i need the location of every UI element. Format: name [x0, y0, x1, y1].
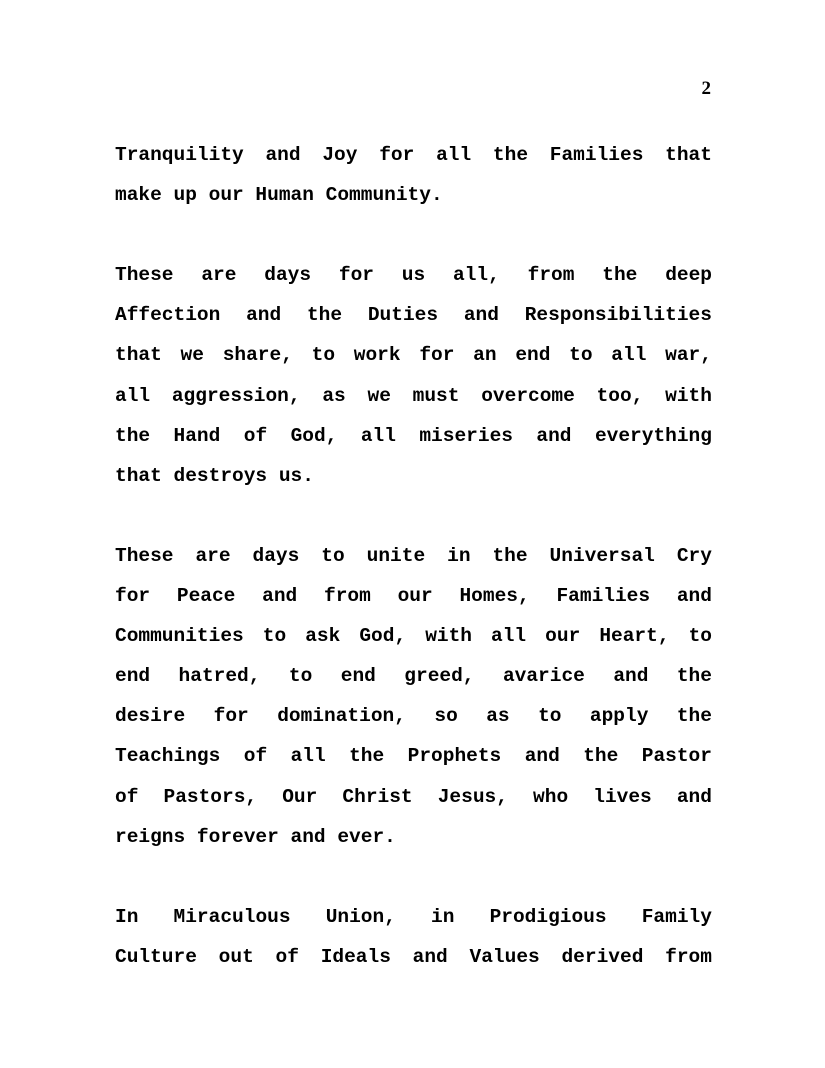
- text-line: make up our Human Community.: [115, 184, 443, 207]
- word: of: [275, 945, 299, 968]
- word: apply: [589, 705, 649, 728]
- word: our: [545, 625, 581, 648]
- word: Prophets: [407, 745, 502, 768]
- text-line: [115, 736, 712, 776]
- text-line: [115, 376, 712, 416]
- word: Ideals: [320, 945, 391, 968]
- word: and: [676, 585, 712, 608]
- word: as: [486, 705, 510, 728]
- word: Joy: [322, 144, 358, 166]
- word: of: [243, 745, 268, 768]
- word: all: [436, 144, 472, 166]
- text-line: [115, 536, 712, 576]
- paragraph-2: [115, 255, 712, 496]
- word: and: [676, 785, 712, 808]
- word: Responsibilities: [524, 304, 712, 327]
- word: the: [349, 745, 385, 768]
- word: to: [569, 344, 593, 367]
- word: an: [473, 344, 497, 367]
- word: the: [115, 424, 151, 447]
- word: the: [583, 745, 619, 768]
- word: we: [180, 344, 204, 367]
- word: Prodigious: [489, 905, 607, 928]
- text-line: [115, 416, 712, 456]
- word: for: [419, 344, 455, 367]
- body-text: [115, 135, 712, 1017]
- word: the: [492, 144, 529, 166]
- word: so: [434, 705, 458, 728]
- word: as: [322, 384, 346, 407]
- word: Teachings: [115, 745, 221, 768]
- word: from: [324, 585, 371, 608]
- word: all: [290, 745, 326, 768]
- word: for: [379, 144, 415, 166]
- word: and: [265, 144, 301, 166]
- word: Values: [469, 945, 540, 968]
- word: to: [288, 665, 313, 688]
- word: must: [412, 384, 460, 407]
- text-line: [115, 656, 712, 696]
- word: to: [688, 625, 712, 648]
- word: the: [676, 665, 712, 688]
- word: for: [213, 705, 249, 728]
- word: aggression,: [171, 384, 301, 407]
- word: Miraculous: [173, 905, 291, 928]
- word: to: [321, 544, 345, 567]
- word: the: [602, 264, 638, 287]
- word: Union,: [325, 905, 396, 928]
- word: desire: [115, 705, 186, 728]
- word: Family: [641, 905, 712, 928]
- word: out: [218, 945, 254, 968]
- word: the: [676, 705, 712, 728]
- text-line: [115, 335, 712, 375]
- word: that: [115, 344, 162, 367]
- word: from: [527, 264, 575, 287]
- word: Cry: [676, 544, 712, 567]
- word: Families: [549, 144, 644, 166]
- word: Heart,: [599, 625, 670, 648]
- text-line: [115, 897, 712, 937]
- word: the: [492, 544, 528, 567]
- paragraph-3: [115, 536, 712, 857]
- word: lives: [593, 785, 652, 808]
- word: end: [340, 665, 376, 688]
- word: ask: [305, 625, 341, 648]
- word: Duties: [367, 304, 439, 327]
- word: are: [195, 544, 231, 567]
- word: Peace: [176, 585, 236, 608]
- text-line: that destroys us.: [115, 464, 314, 487]
- word: Tranquility: [115, 144, 244, 166]
- word: God,: [359, 625, 407, 648]
- word: hatred,: [178, 665, 261, 688]
- word: God,: [290, 424, 338, 447]
- word: and: [613, 665, 649, 688]
- text-line: [115, 696, 712, 736]
- word: and: [246, 304, 282, 327]
- word: unite: [366, 544, 426, 567]
- word: days: [252, 544, 300, 567]
- word: Pastors,: [163, 785, 258, 808]
- word: avarice: [502, 665, 585, 688]
- word: our: [397, 585, 433, 608]
- word: share,: [222, 344, 293, 367]
- word: These: [115, 264, 174, 287]
- word: deep: [665, 264, 712, 287]
- word: Families: [556, 585, 651, 608]
- word: Hand: [173, 424, 221, 447]
- word: with: [425, 625, 472, 648]
- text-line: [115, 576, 712, 616]
- word: us: [401, 264, 426, 287]
- word: and: [524, 745, 560, 768]
- word: who: [533, 785, 569, 808]
- word: of: [115, 785, 139, 808]
- word: Communities: [115, 625, 244, 648]
- word: Jesus,: [437, 785, 508, 808]
- word: end: [515, 344, 551, 367]
- word: Culture: [115, 945, 197, 968]
- word: the: [306, 304, 343, 327]
- text-line: [115, 135, 712, 175]
- word: all,: [453, 264, 500, 287]
- word: in: [447, 544, 471, 567]
- word: greed,: [404, 665, 475, 688]
- word: we: [367, 384, 391, 407]
- word: everything: [594, 424, 712, 447]
- word: and: [412, 945, 448, 968]
- word: too,: [596, 384, 644, 407]
- word: from: [665, 945, 712, 968]
- word: with: [665, 384, 712, 407]
- word: that: [665, 144, 712, 166]
- word: end: [115, 665, 151, 688]
- text-line: reigns forever and ever.: [115, 825, 396, 848]
- word: miseries: [419, 424, 513, 447]
- word: all: [360, 424, 396, 447]
- word: Affection: [115, 304, 221, 327]
- word: to: [262, 625, 287, 648]
- word: and: [463, 304, 499, 327]
- word: days: [264, 264, 312, 287]
- word: work: [353, 344, 401, 367]
- word: Pastor: [641, 745, 712, 768]
- word: Christ: [342, 785, 413, 808]
- word: are: [201, 264, 237, 287]
- page-number: 2: [701, 78, 711, 99]
- text-line: [115, 255, 712, 295]
- word: of: [243, 424, 268, 447]
- word: These: [115, 544, 174, 567]
- word: overcome: [481, 384, 575, 407]
- text-line: [115, 937, 712, 977]
- word: all: [115, 384, 151, 407]
- word: all: [611, 344, 647, 367]
- word: war,: [665, 344, 712, 367]
- word: and: [536, 424, 572, 447]
- word: for: [115, 585, 151, 608]
- word: Homes,: [459, 585, 530, 608]
- word: Universal: [549, 544, 655, 567]
- word: to: [311, 344, 336, 367]
- word: in: [431, 905, 455, 928]
- word: all: [491, 625, 527, 648]
- word: and: [262, 585, 298, 608]
- paragraph-4: [115, 897, 712, 977]
- word: to: [538, 705, 562, 728]
- word: derived: [561, 945, 644, 968]
- text-line: [115, 295, 712, 335]
- word: Our: [282, 785, 318, 808]
- word: domination,: [277, 705, 406, 728]
- word: In: [115, 905, 139, 928]
- word: for: [338, 264, 374, 287]
- paragraph-1: [115, 135, 712, 215]
- text-line: [115, 777, 712, 817]
- text-line: [115, 616, 712, 656]
